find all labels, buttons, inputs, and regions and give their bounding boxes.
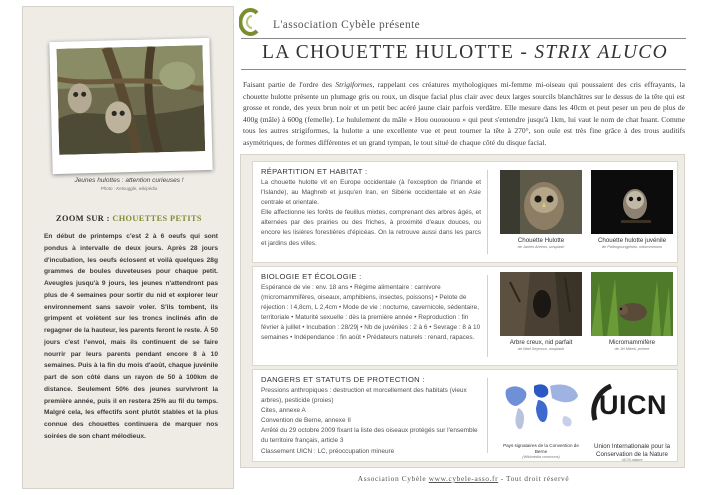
- photo-credit: Photo : Ketsuggle, wikipédia: [100, 186, 158, 191]
- figure-credit: (Wikimedia commons): [522, 455, 560, 459]
- figure-juvenile-owl: [587, 170, 677, 250]
- poster-page: [16, 6, 686, 489]
- page-title: [243, 42, 687, 64]
- figure-caption: Micromammifère: [608, 339, 656, 346]
- figure-caption: Union Internationale pour la Conservation de la Nature: [593, 443, 671, 458]
- dangers-text-block: [253, 370, 487, 461]
- figure-credit: de Matt Seymour, unsplash: [517, 346, 564, 351]
- dangers-line: Arrêté du 29 octobre 2009 fixant la liste des oiseaux protégés sur l'ensemble du territoire français, article 3: [261, 427, 478, 445]
- figure-credit: de James Ahrens, unsplash: [517, 244, 565, 249]
- figure-micromammal: [587, 272, 677, 352]
- page-footer: [241, 474, 686, 483]
- figure-caption: Chouette Hulotte: [517, 237, 565, 244]
- section-biologie: [252, 266, 678, 366]
- photo-caption: Jeunes hulottes : attention curieuses !: [74, 177, 184, 184]
- figure-caption: Chouette hulotte juvénile: [597, 237, 667, 244]
- section-divider: [487, 275, 488, 357]
- figure-bern-map: [497, 376, 585, 460]
- hollow-tree-photo: [500, 272, 582, 336]
- header-tagline: L'association Cybèle présente: [273, 19, 421, 31]
- biologie-body: Espérance de vie : env. 18 ans • Régime alimentaire : carnivore (micromammifères, oiseaux, amphibiens, insectes, poissons) • Pelote de réjection : l 4,8cm, L 2,4cm • Mode de vie : nocturne, cavernicole, sédentaire, territoriale • Maturité sexuelle : dès la première année • Reproduction : fin février à juillet • Incubation : 28/29j • Nb de juvéniles : 2 à 6 • Sevrage : 8 à 10 semaines • Indépendance : fin août • Prédateurs naturels : renard, rapaces.: [261, 284, 481, 342]
- dangers-line: Pressions anthropiques : destruction et morcellement des habitats (vieux arbres), pesticide (proies): [261, 387, 467, 405]
- zoom-text: En début de printemps c'est 2 à 6 oeufs qui sont pondus à intervalle de deux jours. Après 28 jours d'incubation, les oeufs éclosent et voilà quelques 28g grammes de boules duveteuses pour chaque petit. Aveugles jusqu'à 9 jours, les jeunes n'attendront pas plus de 4 semaines pour sortir du nid et explorer leur environnement sans savoir voler. S'ils tombent, ils grimpent et volètent sur les troncs inclinés afin de regagner de la hauteur, les parents feront le reste. À 50 jours c'est l'envol, mais ils continuent de se faire nourrir par leurs parents pendant encore 8 à 10 semaines. Puis à la fin du mois d'août, chaque juvénile part de son côté dans un rayon de 50 à 100km de distance. Seulement 50% des jeunes survivront la première année, puis il en restera 25% au fil du temps. Malgré cela, les effectifs sont plutôt stables et la plus connue des chouettes continuera de marquer nos soirées de son chant mélodieux.: [44, 233, 218, 440]
- footer-website-link[interactable]: www.cybele-asso.fr: [428, 474, 499, 483]
- title-rule-top: [241, 38, 686, 39]
- intro-text-end: , rappelant ces créatures mythologiques mi-femme mi-oiseau qui poussaient des cris effrayants, la chouette hulotte présente un plumage gris ou roux, un disque facial plus clair avec deux larges sourcils blanchâtres sur le dessus de la tête qui est grosse et ronde, des yeux brun noir et un petit bec acéré jaune clair parfois verdâtre. Elle mesure dans les 40cm et peut peser un peu de plus de 400g (mâle) à 600g (femelle). Le hululement du mâle « Hou ouououou » qui peut s'entendre jusqu'à 1km, lui vaut le nom de chat huant. Comme tous les autres strigiformes, la hulotte a une excellente vue et peut tourner la tête à 270°, son ouïe est très fine grâce à des trous auditifs asymétriques, de formes différentes et un grand tympan, le tout situé de chaque côté du disque facial.: [243, 80, 685, 147]
- section-repartition: [252, 161, 678, 263]
- tawny-owl-photo: [500, 170, 582, 234]
- biologie-text-block: [253, 267, 487, 365]
- juvenile-owl-photo: [591, 170, 673, 234]
- figure-caption: Pays signataires de la Convention de Berne: [503, 443, 579, 454]
- bern-convention-map: [500, 376, 582, 440]
- figure-uicn: [587, 376, 677, 463]
- figure-tawny-owl: [497, 170, 585, 250]
- info-panel: [240, 154, 685, 468]
- biologie-title: BIOLOGIE ET ÉCOLOGIE :: [261, 272, 362, 281]
- dangers-title: DANGERS ET STATUTS DE PROTECTION :: [261, 375, 425, 384]
- zoom-topic: CHOUETTES PETITS: [112, 214, 202, 223]
- figure-credit: de Jiri Mikeš, pxhere: [614, 346, 650, 351]
- figure-credit: de Paltrogoongphoto, wikicommons: [601, 244, 663, 249]
- intro-paragraph: [243, 79, 685, 149]
- dangers-line: Cites, annexe A: [261, 407, 306, 415]
- intro-text-start: Faisant partie de l'ordre des: [243, 80, 336, 89]
- polaroid-photo-frame: [49, 38, 212, 174]
- young-owls-photo: [56, 45, 205, 155]
- intro-order-name: Strigiformes: [335, 80, 373, 89]
- title-latin-name: STRIX ALUCO: [534, 42, 668, 63]
- repartition-paragraph-1: La chouette hulotte vit en Europe occidentale (à l'exception de l'Irlande et l'Islande), au Maghreb et jusqu'en Iran, en Sibérie occidentale et en Asie centrale et orientale.: [261, 179, 481, 207]
- uicn-logo-text: UICN: [599, 390, 667, 420]
- section-divider: [487, 170, 488, 254]
- zoom-prefix: ZOOM SUR :: [56, 214, 113, 223]
- footer-prefix: Association Cybèle: [357, 474, 429, 483]
- micromammal-photo: [591, 272, 673, 336]
- cybele-logo-icon: [239, 7, 261, 37]
- uicn-logo-icon: [591, 376, 673, 440]
- figure-hollow-tree: [497, 272, 585, 352]
- footer-suffix: - Tout droit réservé: [498, 474, 570, 483]
- left-sidebar: [22, 6, 234, 489]
- repartition-title: RÉPARTITION ET HABITAT :: [261, 167, 368, 176]
- section-divider: [487, 378, 488, 453]
- title-rule-bottom: [241, 69, 686, 70]
- title-common-name: LA CHOUETTE HULOTTE -: [262, 42, 535, 63]
- dangers-line: Convention de Berne, annexe II: [261, 417, 351, 425]
- zoom-heading: [23, 214, 235, 223]
- dangers-body: [261, 386, 481, 457]
- repartition-paragraph-2: Elle affectionne les forêts de feuillus mixtes, comprenant des arbres âgés, et alternées par des prairies ou des friches, à proximité d'eaux douces, ou encore les lisières forestières d'épicéas. On la retrouve aussi dans les parcs et jardins des villes.: [261, 209, 481, 247]
- dangers-line: Classement UICN : LC, préoccupation mineure: [261, 447, 395, 455]
- figure-credit: UICN nature: [621, 458, 643, 463]
- section-dangers: [252, 369, 678, 462]
- repartition-body: [261, 178, 481, 249]
- repartition-text-block: [253, 162, 487, 262]
- figure-caption: Arbre creux, nid parfait: [509, 339, 573, 346]
